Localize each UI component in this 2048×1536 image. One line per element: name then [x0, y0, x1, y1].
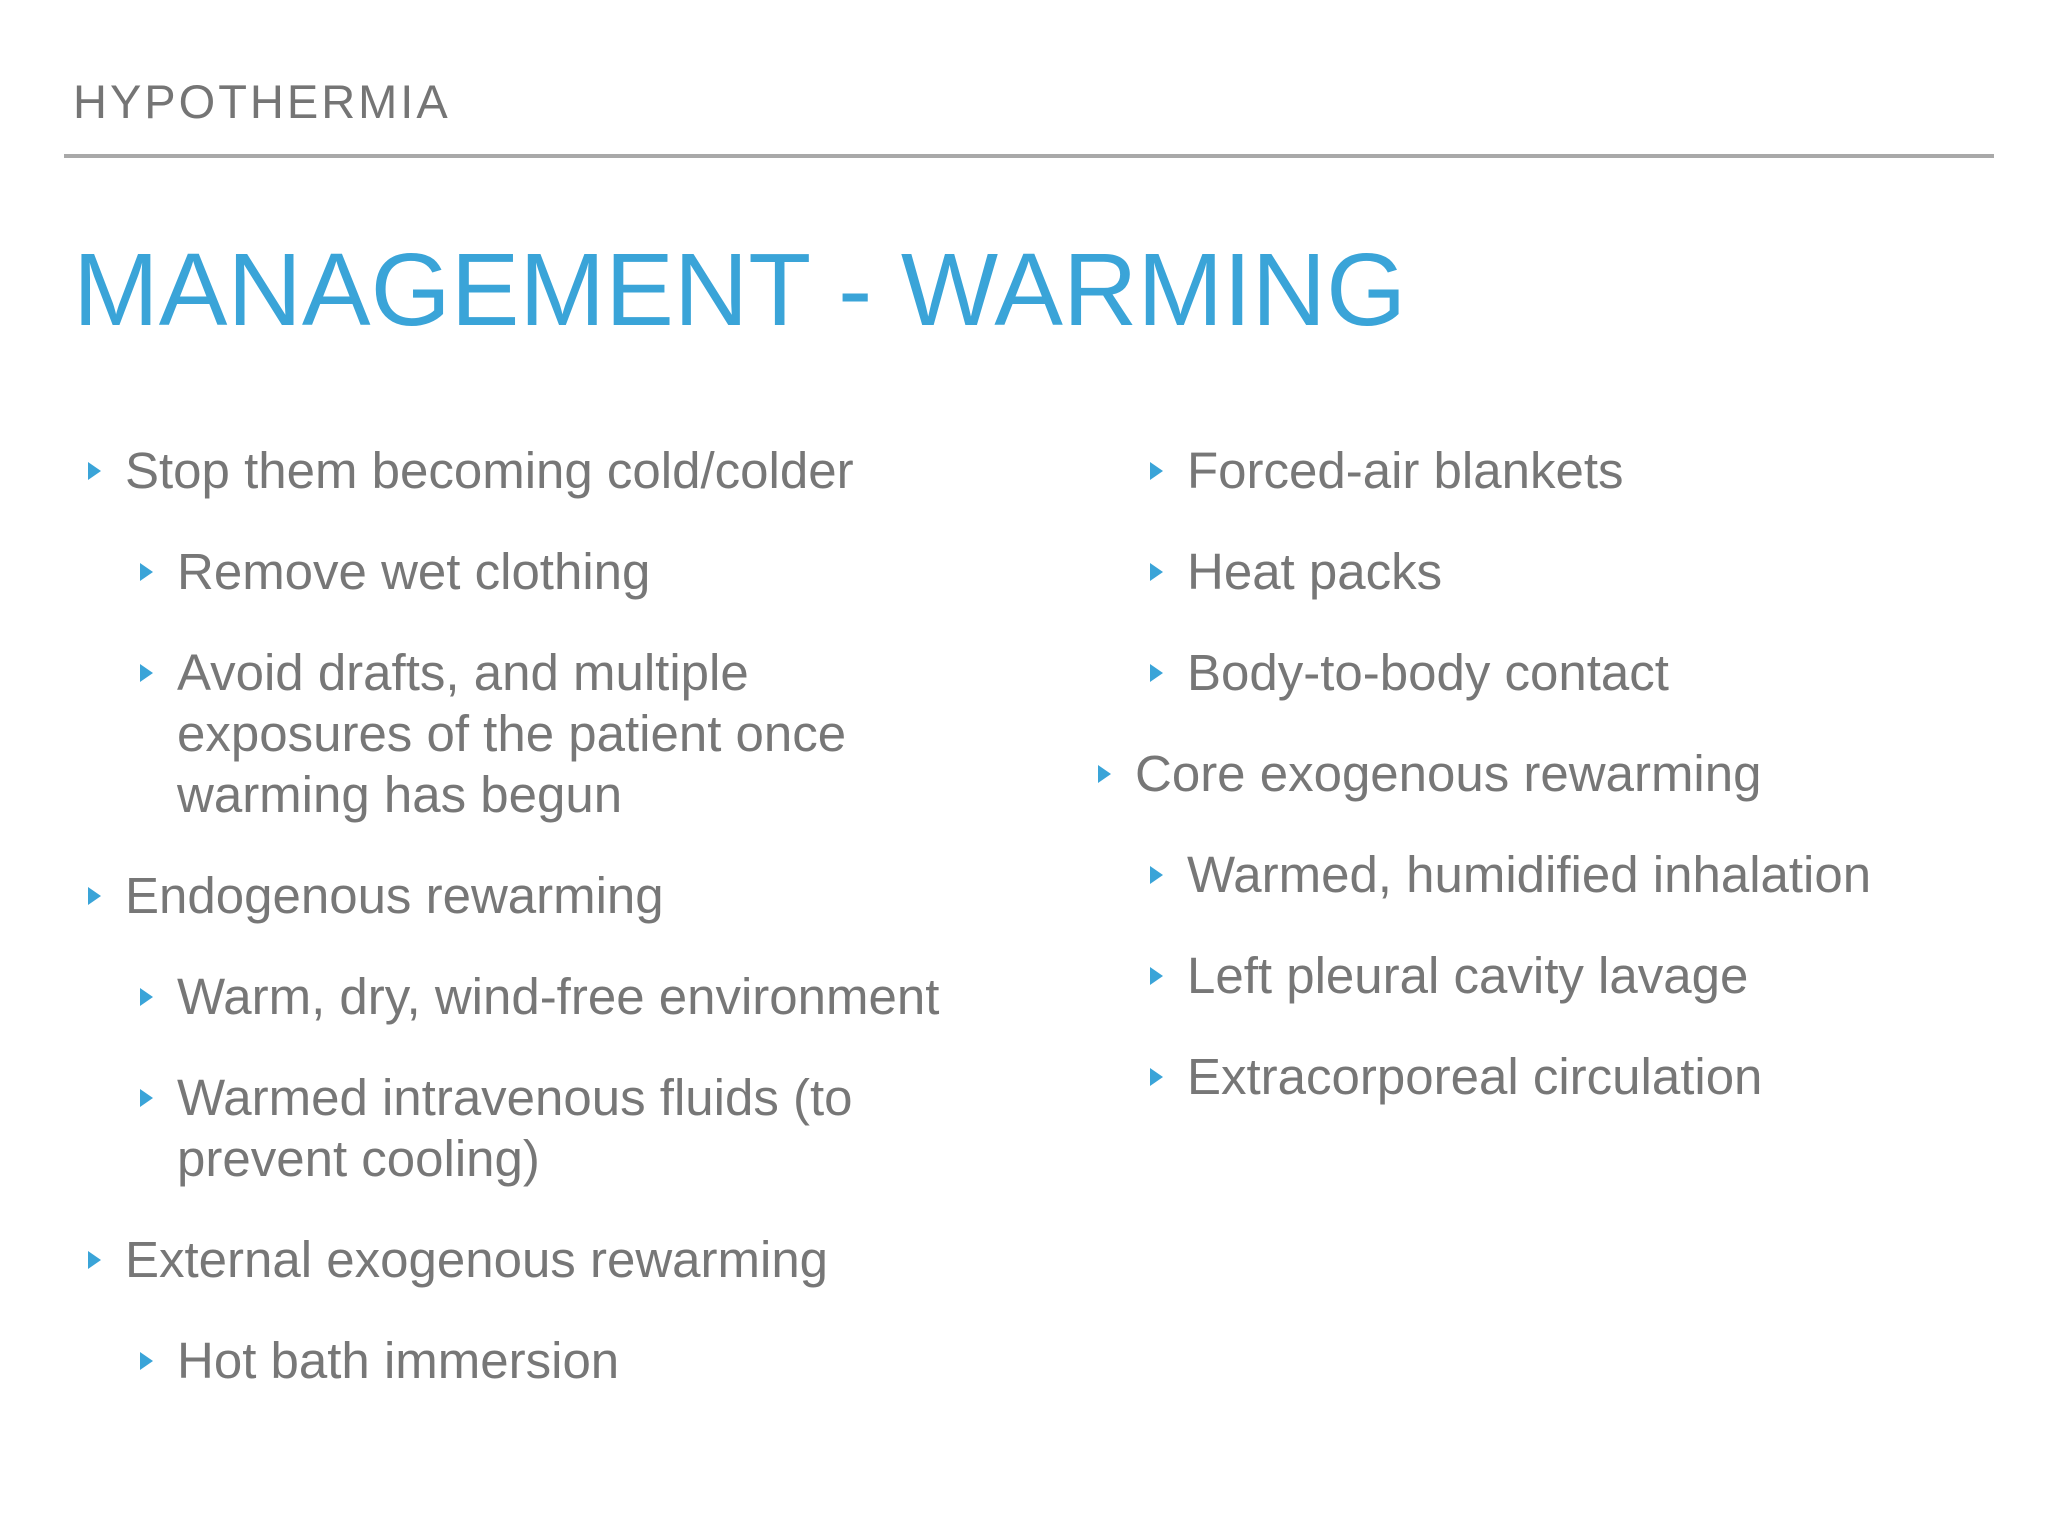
bullet-triangle-icon	[1150, 664, 1163, 682]
sub-bullet-item	[80, 1067, 937, 1189]
sub-bullet-item	[1090, 541, 1990, 602]
bullet-text: Endogenous rewarming	[125, 867, 664, 924]
sub-bullet-item	[1090, 844, 1990, 905]
bullet-text: Warmed intravenous fluids (to prevent cooling)	[177, 1069, 853, 1187]
bullet-triangle-icon	[88, 887, 101, 905]
sub-bullet-item	[1090, 440, 1990, 501]
sub-bullet-item	[80, 541, 1000, 602]
section-header: HYPOTHERMIA	[73, 75, 451, 128]
bullet-text: Remove wet clothing	[177, 543, 651, 600]
bullet-text: Body-to-body contact	[1187, 644, 1669, 701]
bullet-triangle-icon	[140, 664, 153, 682]
bullet-item	[80, 1229, 1000, 1290]
bullet-text: Hot bath immersion	[177, 1332, 620, 1389]
bullet-triangle-icon	[88, 462, 101, 480]
bullet-triangle-icon	[140, 563, 153, 581]
right-bullet-column	[1090, 440, 1990, 1147]
bullet-triangle-icon	[140, 988, 153, 1006]
bullet-triangle-icon	[1098, 765, 1111, 783]
sub-bullet-item	[80, 1330, 1000, 1391]
left-bullet-column	[80, 440, 1000, 1431]
bullet-text: Stop them becoming cold/colder	[125, 442, 854, 499]
bullet-text: External exogenous rewarming	[125, 1231, 829, 1288]
sub-bullet-item	[1090, 642, 1990, 703]
bullet-triangle-icon	[88, 1251, 101, 1269]
bullet-triangle-icon	[1150, 462, 1163, 480]
bullet-text: Warm, dry, wind-free environment	[177, 968, 940, 1025]
bullet-text: Extracorporeal circulation	[1187, 1048, 1763, 1105]
bullet-triangle-icon	[1150, 1068, 1163, 1086]
sub-bullet-item	[80, 966, 1000, 1027]
bullet-text: Warmed, humidified inhalation	[1187, 846, 1872, 903]
bullet-item	[1090, 743, 1990, 804]
bullet-text: Avoid drafts, and multiple exposures of the patient once warming has begun	[177, 644, 847, 823]
bullet-item	[80, 440, 1000, 501]
bullet-text: Left pleural cavity lavage	[1187, 947, 1749, 1004]
sub-bullet-item	[1090, 945, 1990, 1006]
bullet-triangle-icon	[140, 1352, 153, 1370]
bullet-text: Core exogenous rewarming	[1135, 745, 1762, 802]
bullet-triangle-icon	[1150, 866, 1163, 884]
bullet-text: Heat packs	[1187, 543, 1443, 600]
bullet-triangle-icon	[1150, 967, 1163, 985]
bullet-triangle-icon	[1150, 563, 1163, 581]
sub-bullet-item	[1090, 1046, 1990, 1107]
bullet-item	[80, 865, 1000, 926]
bullet-text: Forced-air blankets	[1187, 442, 1624, 499]
header-divider	[64, 154, 1994, 158]
bullet-triangle-icon	[140, 1089, 153, 1107]
slide-title: MANAGEMENT - WARMING	[73, 232, 1407, 347]
sub-bullet-item	[80, 642, 937, 825]
